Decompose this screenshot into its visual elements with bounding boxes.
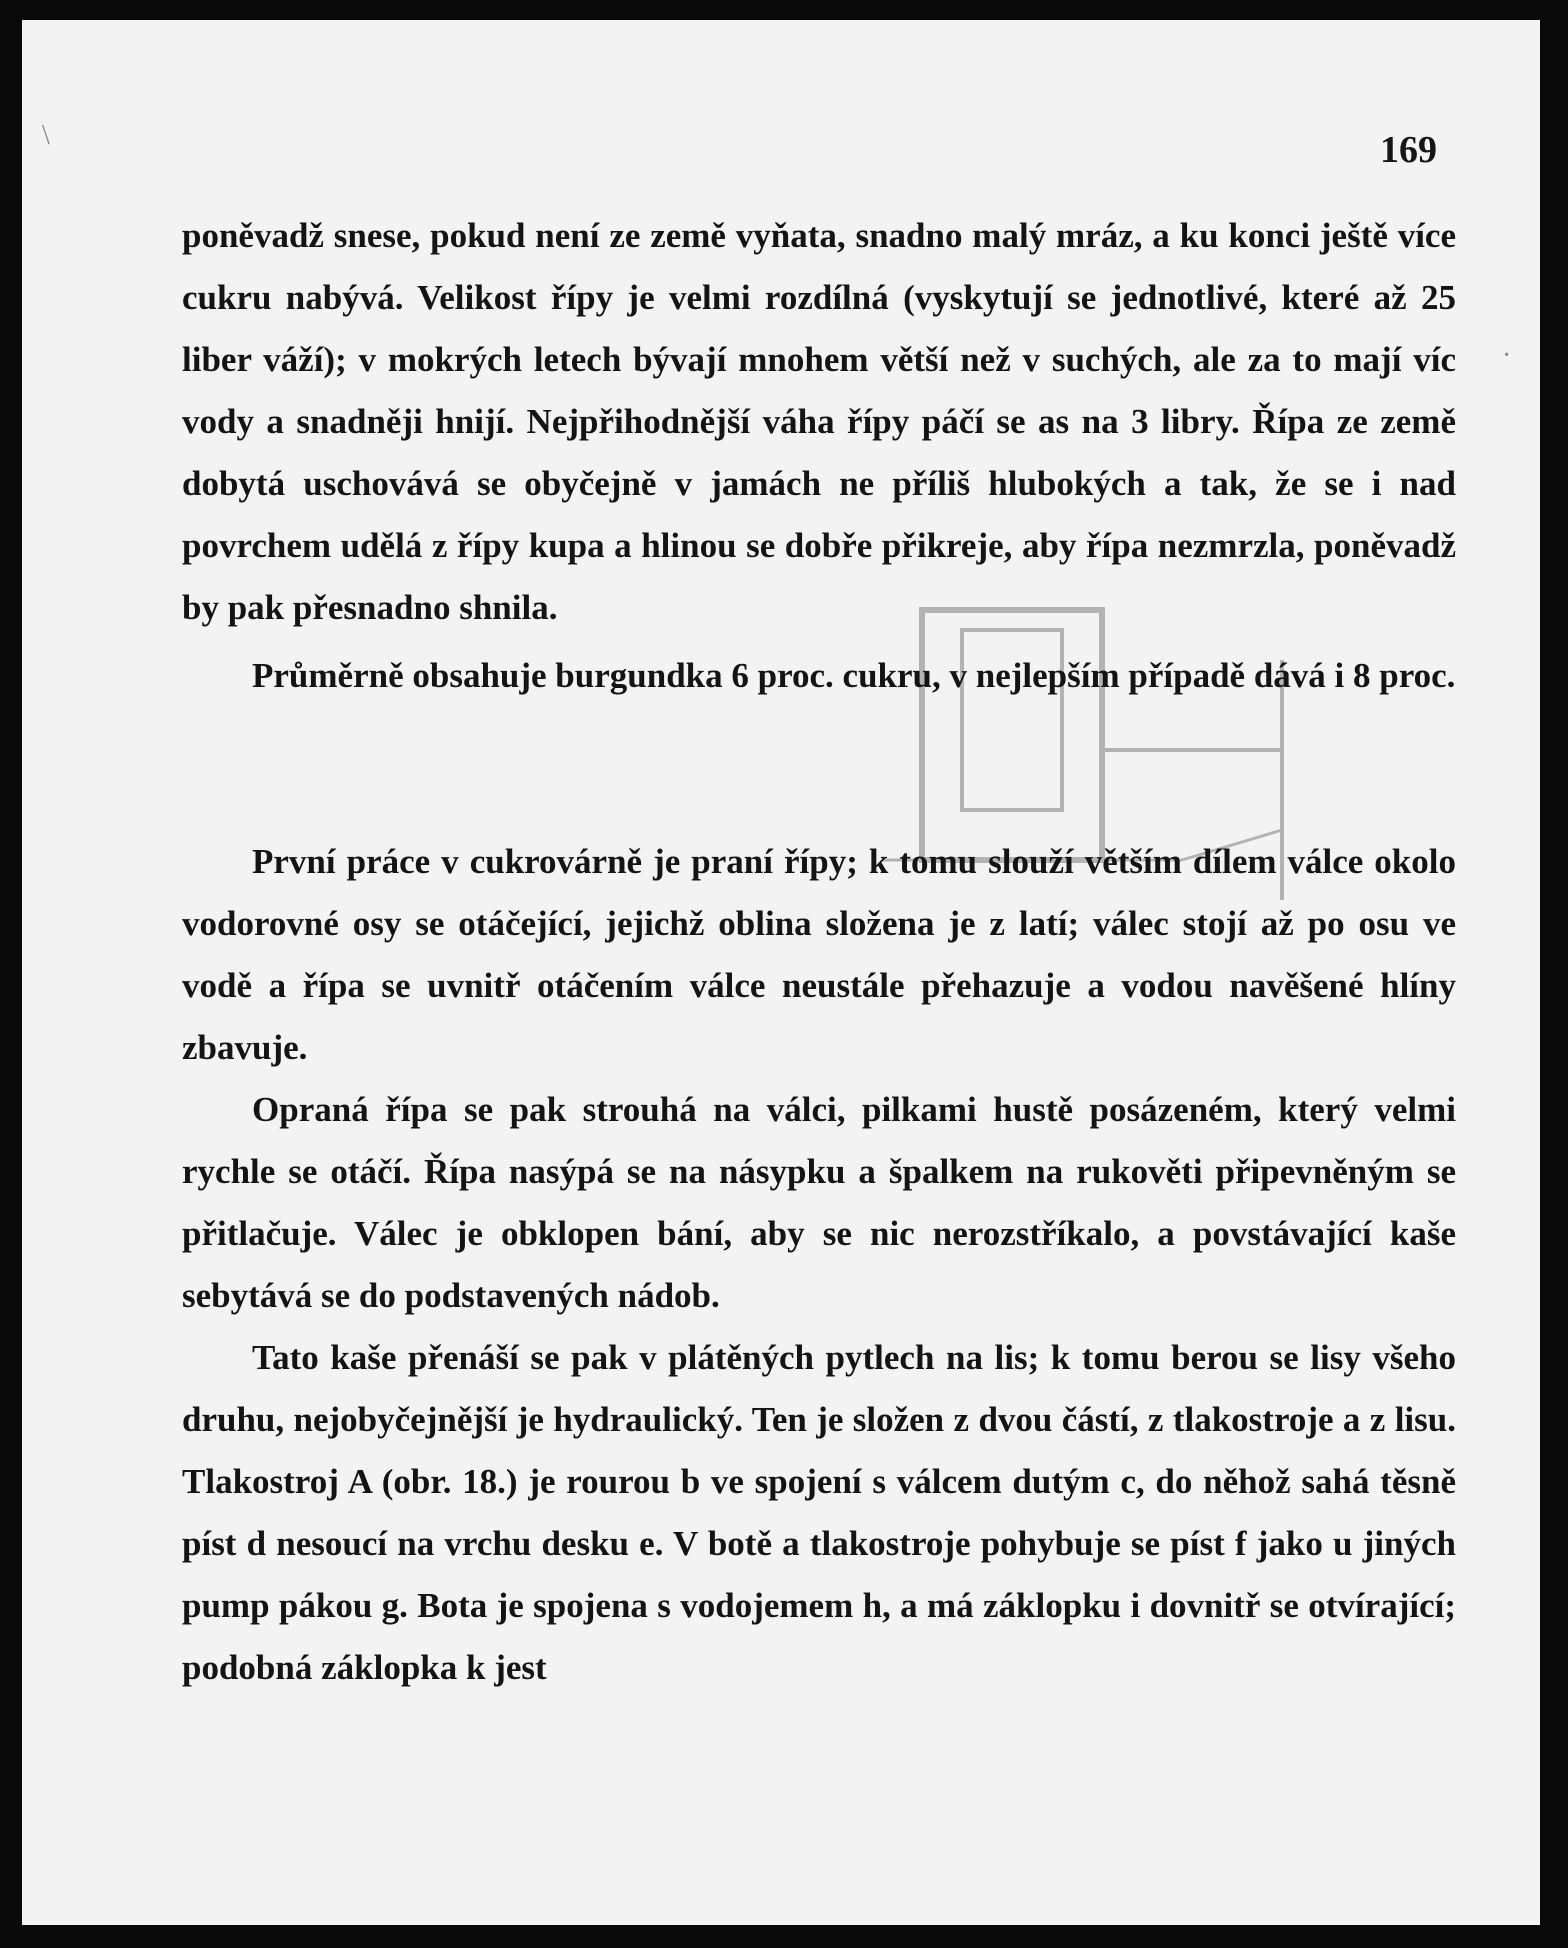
paragraph: Průměrně obsahuje burgundka 6 proc. cukru, v nejlepším případě dává i 8 proc. <box>252 656 1456 695</box>
paragraph: Tato kaše přenáší se pak v plátěných pytlech na lis; k tomu berou se lisy všeho druhu, nejobyčejnější je hydraulický. Ten je složen z dvou částí, z tlakostroje a z lisu. Tlakostroj A (obr. 18.) je rourou b ve spojení s válcem dutým c, do něhož sahá těsně píst d nesoucí na vrchu desku e. V botě a tlakostroje pohybuje se píst f jako u jiných pump pákou g. Bota je spojena s vodojemem h, a má záklopku i dovnitř se otvírající; podobná záklopka k jest <box>182 1338 1456 1687</box>
paragraph: poněvadž snese, pokud není ze země vyňata, snadno malý mráz, a ku konci ještě více cukru nabývá. Velikost řípy je velmi rozdílná (vyskytují se jednotlivé, které až 25 liber váží); v mokrých letech bývají mnohem větší než v suchých, ale za to mají víc vody a snadněji hnijí. Nejpřihodnější váha řípy páčí se as na 3 libry. Řípa ze země dobytá uschovává se obyčejně v jamách ne příliš hlubokých a tak, že se i nad povrchem udělá z řípy kupa a hlinou se dobře přikreje, aby řípa nezmrzla, poněvadž by pak přesnadno shnila. <box>182 216 1456 627</box>
book-page <box>22 20 1540 1925</box>
body-text <box>182 205 1456 1699</box>
paragraph: První práce v cukrovárně je praní řípy; k tomu slouží větším dílem válce okolo vodorovné osy se otáčející, jejichž oblina složena je z latí; válec stojí až po osu ve vodě a řípa se uvnitř otáčením válce neustále přehazuje a vodou navěšené hlíny zbavuje. <box>182 842 1456 1067</box>
margin-mark: \ <box>42 120 50 151</box>
paragraph: Opraná řípa se pak strouhá na válci, pilkami hustě posázeném, který velmi rychle se otáčí. Řípa nasýpá se na násypku a špalkem na rukověti připevněným se přitlačuje. Válec je obklopen bání, aby se nic nerozstříkalo, a povstávající kaše sebytává se do podstavených nádob. <box>182 1090 1456 1315</box>
margin-mark: · <box>1502 340 1512 371</box>
page-number: 169 <box>1380 129 1437 171</box>
